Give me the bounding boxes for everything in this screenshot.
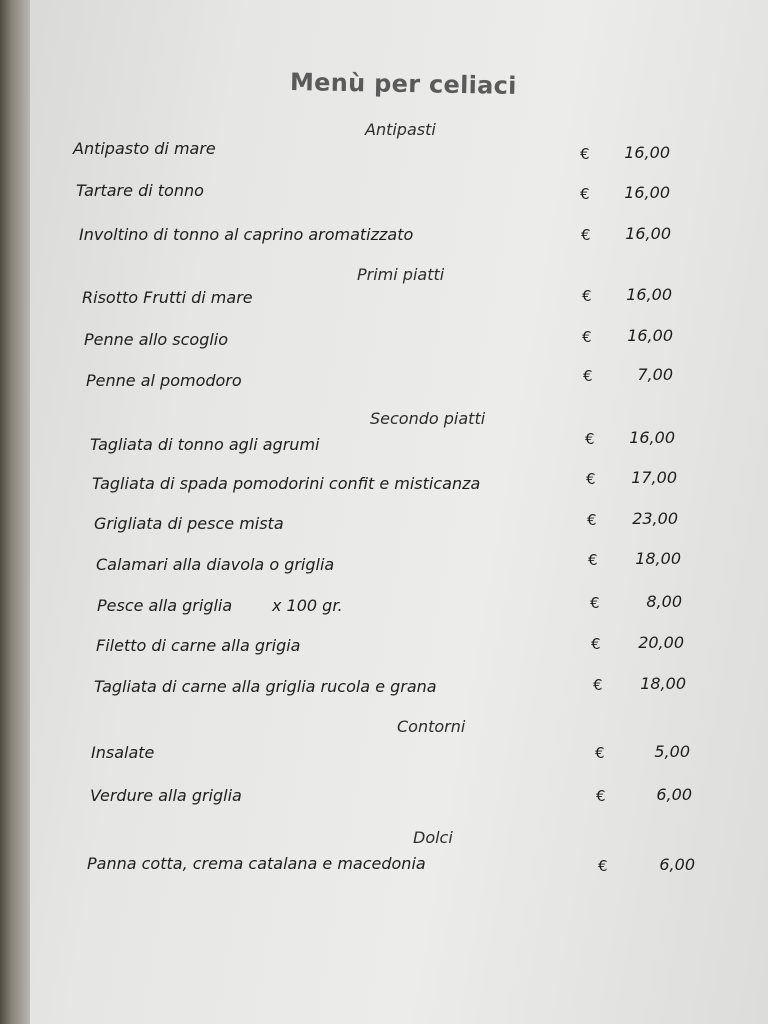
item-quantity: x 100 gr. [272, 596, 343, 615]
euro-sign: € [596, 787, 606, 805]
item-price: 16,00 [625, 224, 671, 243]
item-name: Penne al pomodoro [86, 371, 242, 390]
section-heading-antipasti: Antipasti [365, 120, 436, 139]
menu-item [0, 326, 768, 356]
menu-item [0, 674, 768, 703]
item-price: 18,00 [635, 549, 681, 568]
euro-sign: € [595, 744, 605, 762]
item-price: 6,00 [656, 785, 692, 804]
item-price: 16,00 [624, 183, 670, 202]
euro-sign: € [585, 430, 595, 448]
euro-sign: € [580, 185, 590, 203]
euro-sign: € [582, 287, 592, 305]
item-price: 16,00 [624, 143, 670, 162]
item-price: 16,00 [627, 326, 673, 345]
section-heading-dolci: Dolci [413, 828, 453, 847]
item-name: Involtino di tonno al caprino aromatizzato [79, 225, 414, 244]
item-name: Risotto Frutti di mare [82, 288, 253, 307]
item-price: 20,00 [638, 633, 684, 652]
item-name: Antipasto di mare [73, 139, 216, 158]
menu-title: Menù per celiaci [289, 68, 517, 100]
menu-item [0, 509, 768, 540]
item-name: Pesce alla griglia [97, 596, 233, 615]
item-price: 16,00 [629, 428, 675, 447]
item-name: Tartare di tonno [76, 181, 204, 200]
euro-sign: € [581, 226, 591, 244]
item-name: Verdure alla griglia [90, 786, 242, 805]
menu-item [0, 181, 768, 207]
item-name: Calamari alla diavola o griglia [96, 555, 335, 574]
section-heading-contorni: Contorni [397, 717, 466, 736]
euro-sign: € [588, 551, 598, 569]
menu-item [0, 468, 768, 500]
menu-item [0, 365, 768, 397]
item-price: 23,00 [632, 509, 678, 528]
euro-sign: € [586, 470, 596, 488]
item-name: Grigliata di pesce mista [94, 514, 284, 533]
section-heading-secondo-piatti: Secondo piatti [370, 409, 486, 428]
item-price: 18,00 [640, 674, 686, 693]
menu-item [0, 225, 768, 251]
euro-sign: € [590, 594, 600, 612]
item-price: 16,00 [626, 285, 672, 304]
euro-sign: € [598, 857, 608, 875]
item-price: 5,00 [654, 742, 690, 761]
euro-sign: € [593, 676, 603, 694]
item-name: Panna cotta, crema catalana e macedonia [87, 854, 426, 873]
euro-sign: € [583, 367, 593, 385]
menu-item [0, 592, 768, 622]
section-heading-primi-piatti: Primi piatti [357, 265, 445, 284]
item-name: Tagliata di carne alla griglia rucola e grana [94, 677, 437, 696]
item-name: Tagliata di spada pomodorini confit e misticanza [92, 474, 481, 493]
menu-item [0, 139, 768, 165]
menu-item [0, 854, 768, 880]
menu-item [0, 743, 768, 769]
euro-sign: € [591, 635, 601, 653]
item-name: Insalate [91, 743, 155, 762]
menu-item [0, 285, 768, 314]
item-price: 17,00 [631, 468, 677, 487]
item-price: 8,00 [646, 592, 682, 611]
menu-item [0, 786, 768, 812]
menu-item [0, 633, 768, 662]
menu-item [0, 549, 768, 581]
item-name: Tagliata di tonno agli agrumi [90, 435, 320, 454]
menu-item [0, 428, 768, 461]
item-price: 6,00 [659, 855, 695, 874]
euro-sign: € [580, 145, 590, 163]
item-name: Filetto di carne alla grigia [96, 636, 301, 655]
item-price: 7,00 [637, 365, 673, 384]
euro-sign: € [587, 511, 597, 529]
euro-sign: € [582, 328, 592, 346]
item-name: Penne allo scoglio [84, 330, 229, 349]
